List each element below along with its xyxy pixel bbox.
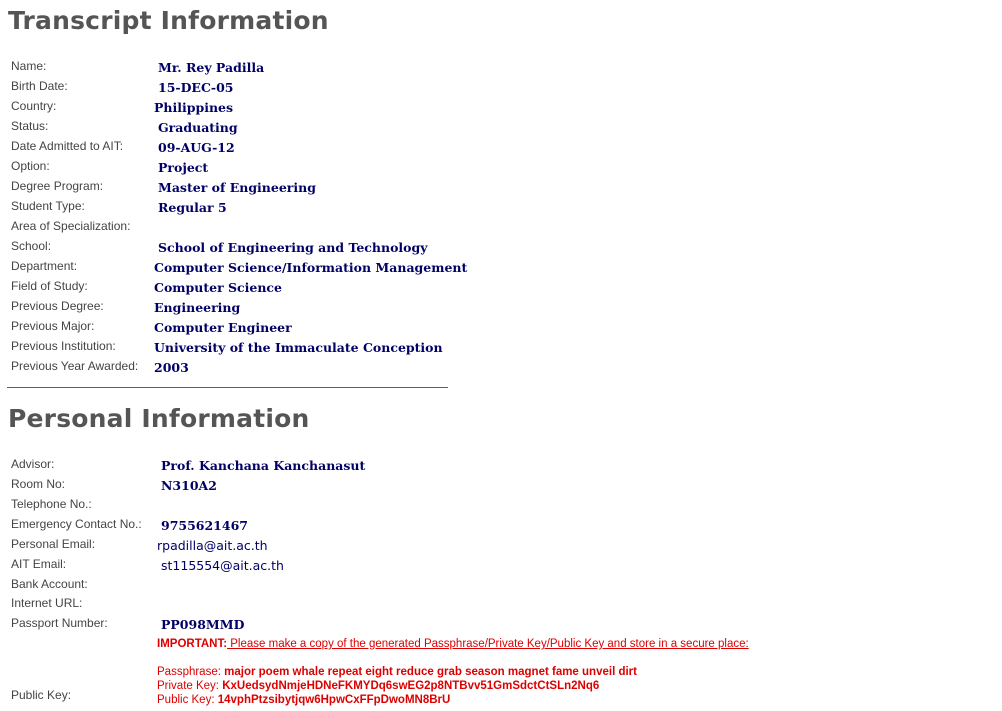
passphrase-label: Passphrase:: [157, 666, 221, 678]
field-label: Name:: [11, 59, 47, 73]
field-value: Computer Engineer: [154, 320, 292, 335]
field-label: Birth Date:: [11, 79, 68, 93]
field-value: 2003: [154, 360, 189, 375]
field-label: Bank Account:: [11, 577, 88, 591]
field-label: Previous Major:: [11, 319, 95, 333]
section-divider: [7, 387, 448, 388]
field-label: Field of Study:: [11, 279, 88, 293]
field-label: AIT Email:: [11, 557, 67, 571]
field-label: Previous Degree:: [11, 299, 104, 313]
ait-email-value: st115554@ait.ac.th: [161, 558, 284, 573]
field-label: Previous Institution:: [11, 339, 116, 353]
field-label: Public Key:: [11, 688, 72, 702]
field-label: Passport Number:: [11, 616, 108, 630]
field-value: N310A2: [161, 478, 217, 493]
field-label: Degree Program:: [11, 179, 104, 193]
field-value: Project: [158, 160, 209, 175]
field-value: University of the Immaculate Conception: [154, 340, 443, 355]
private-key-line: [157, 679, 599, 693]
personal-email-value: rpadilla@ait.ac.th: [157, 538, 268, 553]
field-value: Mr. Rey Padilla: [158, 60, 265, 75]
private-key-value: KxUedsydNmjeHDNeFKMYDq6swEG2p8NTBvv51GmSdctCtSLn2Nq6: [222, 680, 600, 692]
field-label: Internet URL:: [11, 596, 83, 610]
field-label: Room No:: [11, 477, 66, 491]
field-label: Department:: [11, 259, 78, 273]
field-value: Graduating: [158, 120, 238, 135]
field-value: Engineering: [154, 300, 241, 315]
field-label: Telephone No.:: [11, 497, 92, 511]
field-label: Previous Year Awarded:: [11, 359, 139, 373]
field-value: Computer Science: [154, 280, 282, 295]
important-text: Please make a copy of the generated Passphrase/Private Key/Public Key and store in a secure place:: [227, 638, 749, 650]
field-value: Regular 5: [158, 200, 227, 215]
field-label: Country:: [11, 99, 57, 113]
field-label: Personal Email:: [11, 537, 96, 551]
public-key-inline-label: Public Key:: [157, 694, 215, 706]
field-label: Emergency Contact No.:: [11, 517, 142, 531]
field-label: Option:: [11, 159, 50, 173]
public-key-line: [157, 693, 450, 707]
field-value: 09-AUG-12: [158, 140, 235, 155]
field-value: 15-DEC-05: [158, 80, 234, 95]
passphrase-value: major poem whale repeat eight reduce grab season magnet fame unveil dirt: [224, 666, 637, 678]
field-label: Area of Specialization:: [11, 219, 131, 233]
private-key-label: Private Key:: [157, 680, 219, 692]
field-label: Student Type:: [11, 199, 85, 213]
field-value: PP098MMD: [161, 617, 245, 632]
field-value: School of Engineering and Technology: [158, 240, 428, 255]
field-label: School:: [11, 239, 52, 253]
passphrase-line: [157, 665, 637, 679]
field-value: Prof. Kanchana Kanchanasut: [161, 458, 366, 473]
field-value: Master of Engineering: [158, 180, 316, 195]
field-value: Philippines: [154, 100, 234, 115]
field-value: Computer Science/Information Management: [154, 260, 468, 275]
transcript-section-title: Transcript Information: [8, 6, 329, 35]
field-label: Status:: [11, 119, 49, 133]
field-value: 9755621467: [161, 518, 248, 533]
public-key-value: 14vphPtzsibytjqw6HpwCxFFpDwoMN8BrU: [217, 694, 451, 706]
field-label: Advisor:: [11, 457, 55, 471]
personal-section-title: Personal Information: [8, 404, 310, 433]
important-label: IMPORTANT:: [157, 638, 228, 650]
important-notice: [157, 637, 749, 651]
field-label: Date Admitted to AIT:: [11, 139, 124, 153]
